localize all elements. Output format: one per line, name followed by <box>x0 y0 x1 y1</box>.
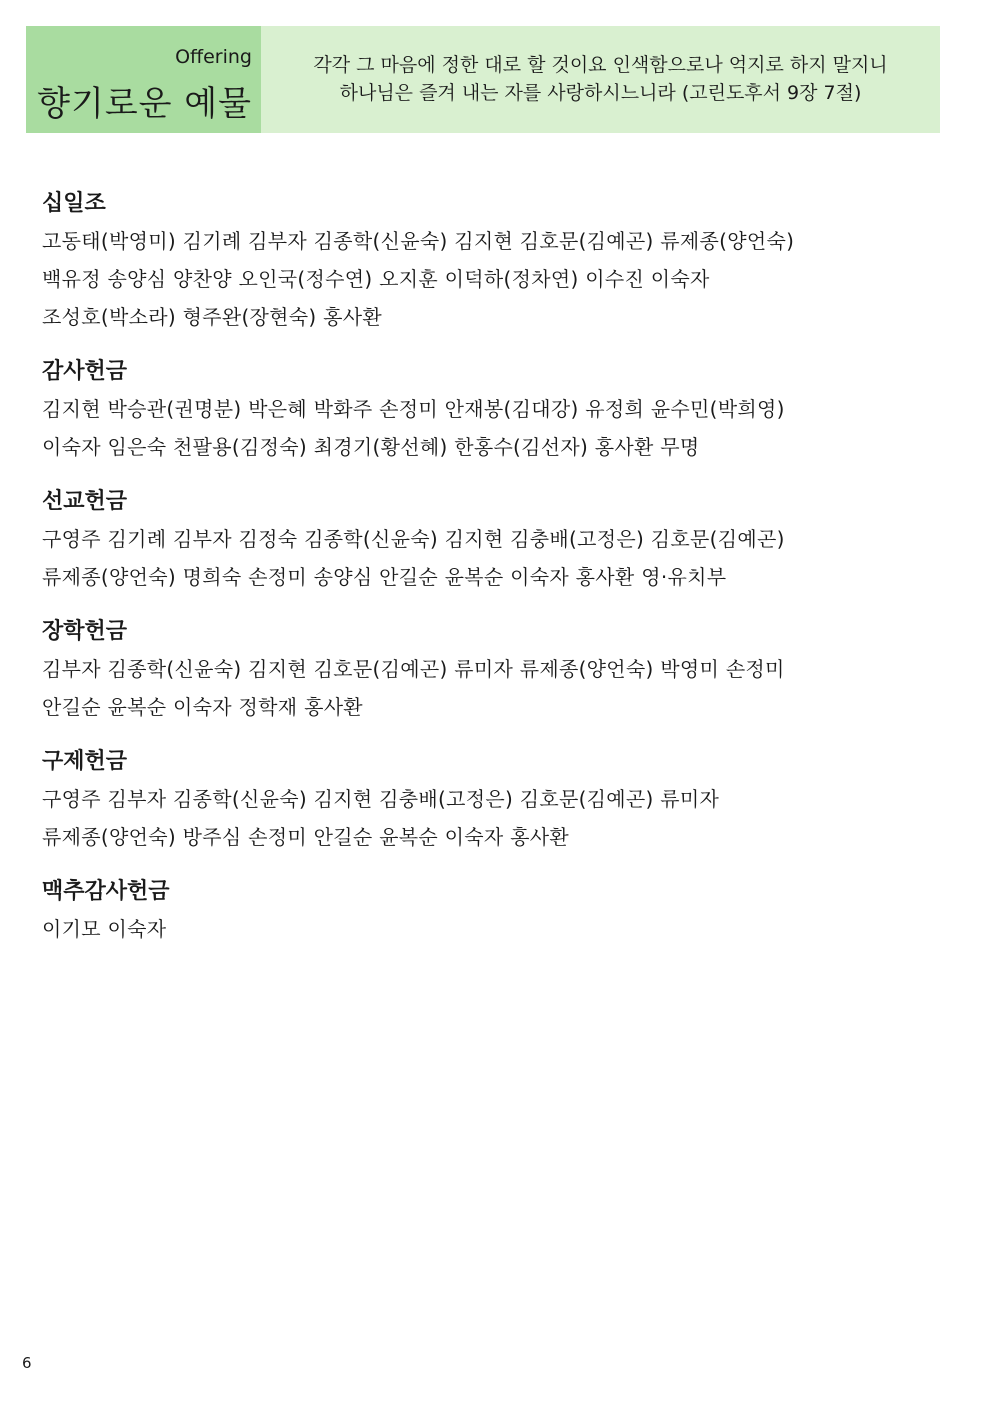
header-title-block <box>26 26 261 133</box>
names-line: 류제종(양언숙) 방주심 손정미 안길순 윤복순 이숙자 홍사환 <box>42 825 570 849</box>
names-line: 조성호(박소라) 형주완(장현숙) 홍사환 <box>42 305 383 329</box>
bible-verse <box>261 26 940 133</box>
section-relief <box>42 744 942 856</box>
section-mission <box>42 484 942 596</box>
section-thanksgiving <box>42 354 942 466</box>
section-title: 선교헌금 <box>42 489 128 514</box>
page-number: 6 <box>22 1354 32 1372</box>
section-harvest-thanksgiving <box>42 874 942 948</box>
names-line: 구영주 김부자 김종학(신윤숙) 김지현 김충배(고정은) 김호문(김예곤) 류미자 <box>42 787 720 811</box>
verse-line: 하나님은 즐겨 내는 자를 사랑하시느니라 (고린도후서 9장 7절) <box>339 81 862 104</box>
section-title: 맥추감사헌금 <box>42 879 170 904</box>
section-title: 감사헌금 <box>42 359 128 384</box>
names-line: 이숙자 임은숙 천팔용(김정숙) 최경기(황선혜) 한홍수(김선자) 홍사환 무명 <box>42 435 700 459</box>
names-line: 류제종(양언숙) 명희숙 손정미 송양심 안길순 윤복순 이숙자 홍사환 영·유치부 <box>42 565 727 589</box>
section-scholarship <box>42 614 942 726</box>
header-subtitle: Offering <box>175 46 252 68</box>
names-line: 구영주 김기례 김부자 김정숙 김종학(신윤숙) 김지현 김충배(고정은) 김호문(김예곤) <box>42 527 785 551</box>
page-title: 향기로운 예물 <box>37 84 252 124</box>
names-line: 고동태(박영미) 김기례 김부자 김종학(신윤숙) 김지현 김호문(김예곤) 류제종(양언숙) <box>42 229 795 253</box>
verse-line: 각각 그 마음에 정한 대로 할 것이요 인색함으로나 억지로 하지 말지니 <box>313 53 888 76</box>
section-tithe <box>42 186 942 336</box>
section-title: 십일조 <box>42 191 106 216</box>
section-title: 구제헌금 <box>42 749 128 774</box>
names-line: 김지현 박승관(권명분) 박은혜 박화주 손정미 안재봉(김대강) 유정희 윤수민(박희영) <box>42 397 785 421</box>
page-header <box>26 26 940 133</box>
names-line: 안길순 윤복순 이숙자 정학재 홍사환 <box>42 695 363 719</box>
names-line: 김부자 김종학(신윤숙) 김지현 김호문(김예곤) 류미자 류제종(양언숙) 박영미 손정미 <box>42 657 785 681</box>
section-title: 장학헌금 <box>42 619 128 644</box>
names-line: 백유정 송양심 양찬양 오인국(정수연) 오지훈 이덕하(정차연) 이수진 이숙자 <box>42 267 710 291</box>
names-line: 이기모 이숙자 <box>42 917 167 941</box>
offering-list <box>42 186 942 966</box>
